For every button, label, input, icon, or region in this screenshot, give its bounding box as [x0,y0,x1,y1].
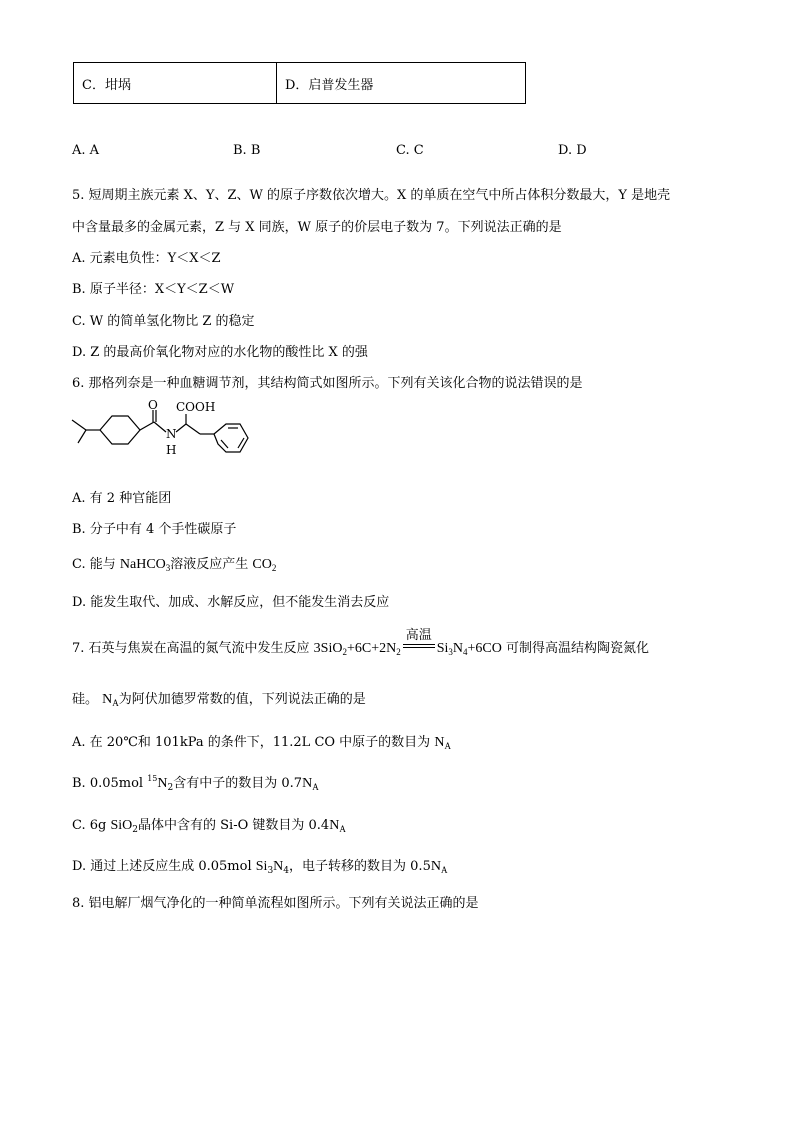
q5-stem-line2: 中含量最多的金属元素，Z 与 X 同族，W 原子的价层电子数为 7。下列说法正确的是 [72,220,562,235]
q4-answer-b: B. B [233,143,261,158]
q7-line2-start: 硅。 [72,692,99,707]
eq-si: Si [436,641,449,656]
eq-sio: 3SiO [313,641,343,656]
na-a-sub: A [444,741,451,751]
q6-stem: 6. 那格列奈是一种血糖调节剂，其结构简式如图所示。下列有关该化合物的说法错误的是 [72,376,583,391]
atom-label-n: N [166,427,177,441]
q6-option-c-mid: 溶液反应产生 [170,557,253,572]
si3n4-n-sub: 4 [283,866,290,876]
q7-option-b-text: 含有中子的数目为 0.7 [173,776,303,791]
q5-option-b: B. 原子半径：X＜Y＜Z＜W [72,282,235,297]
q7-stem-postfix: 可制得高温结构陶瓷氮化 [501,641,650,656]
options-table [73,62,526,104]
formula-nahco3 [120,557,170,572]
sio2-sio: SiO [110,818,133,833]
q7-option-c [72,814,346,835]
q7-stem-line2 [72,688,366,708]
q7-option-c-prefix: C. 6g [72,818,111,833]
q8-stem: 8. 铝电解厂烟气净化的一种简单流程如图所示。下列有关说法正确的是 [72,896,479,911]
q7-stem-prefix: 7. 石英与焦炭在高温的氮气流中发生反应 [72,641,314,656]
q6-option-c-prefix: C. 能与 [72,557,120,572]
atom-label-h: H [166,443,177,457]
q4-answer-a: A. A [72,143,100,158]
q6-option-d: D. 能发生取代、加成、水解反应，但不能发生消去反应 [72,595,390,610]
eq-n4-sub: 4 [463,647,468,657]
na-a-sub: A [312,782,319,792]
na-a-sub: A [440,865,448,875]
na-n: N [302,776,313,791]
eq-c-n: +6C+2N [346,641,397,656]
co-text: CO [252,557,272,572]
q7-stem-line1 [72,628,650,657]
n2-sub: 2 [167,783,174,793]
na-a-sub: A [112,698,119,708]
na-a-sub: A [339,824,346,834]
q4-answer-c: C. C [396,143,424,158]
si3n4-si-sub: 3 [267,866,274,876]
q7-option-a-text: A. 在 20℃和 101kPa 的条件下，11.2L CO 中原子的数目为 [72,735,435,750]
eq-si-sub: 3 [448,647,453,657]
q7-option-d-text: ，电子转移的数目为 0.5 [289,859,431,874]
eq-n-sub: 2 [396,647,401,657]
na-n: N [329,818,340,833]
q5-option-d: D. Z 的最高价氧化物对应的水化物的酸性比 X 的强 [72,345,368,360]
q7-line2-end: 为阿伏加德罗常数的值，下列说法正确的是 [118,692,366,707]
symbol-na [102,692,119,707]
q6-option-a: A. 有 2 种官能团 [72,491,172,506]
condition-label: 高温 [405,628,432,643]
na-n: N [430,859,441,874]
q5-option-c: C. W 的简单氢化物比 Z 的稳定 [72,314,255,329]
reaction-equation [313,628,502,657]
reaction-condition [403,628,435,657]
na-n: N [102,692,113,707]
q7-option-a [72,731,451,751]
mass-number-15: 15 [147,774,158,783]
atom-label-o: O [148,398,158,412]
eq-n: N [452,641,464,656]
q7-option-b-prefix: B. 0.05mol [72,776,148,791]
nateglinide-structure [68,398,268,470]
q6-option-b: B. 分子中有 4 个手性碳原子 [72,522,237,537]
formula-co2 [252,557,276,572]
eq-sio-sub: 2 [342,647,347,657]
q5-option-a: A. 元素电负性：Y＜X＜Z [72,251,221,266]
q7-option-d-prefix: D. 通过上述反应生成 0.05mol [72,859,256,874]
nahco-text: NaHCO [119,557,166,572]
q6-option-c [72,553,276,573]
na-n: N [434,735,445,750]
symbol-na [329,818,346,833]
si3n4-n: N [273,859,284,874]
sio2-sub: 2 [132,825,139,835]
q4-answer-d: D. D [558,143,587,158]
option-cell-c: C．坩埚 [74,63,277,104]
nahco-subscript: 3 [165,563,171,573]
equals-sign [403,644,435,648]
co-subscript: 2 [271,563,277,573]
eq-co: +6CO [467,641,502,656]
si3n4-si: Si [255,859,268,874]
q5-stem-line1: 5. 短周期主族元素 X、Y、Z、W 的原子序数依次增大。X 的单质在空气中所占体积分数最大，Y 是地壳 [72,188,671,203]
q7-option-c-text: 晶体中含有的 Si-O 键数目为 0.4 [138,818,330,833]
atom-label-cooh: COOH [176,400,216,414]
q7-option-b [72,772,319,793]
symbol-na [434,735,451,750]
symbol-na [302,776,319,791]
option-cell-d: D．启普发生器 [277,63,526,104]
q7-option-d [72,855,447,876]
symbol-na [431,859,448,874]
n2-n: N [157,776,168,791]
